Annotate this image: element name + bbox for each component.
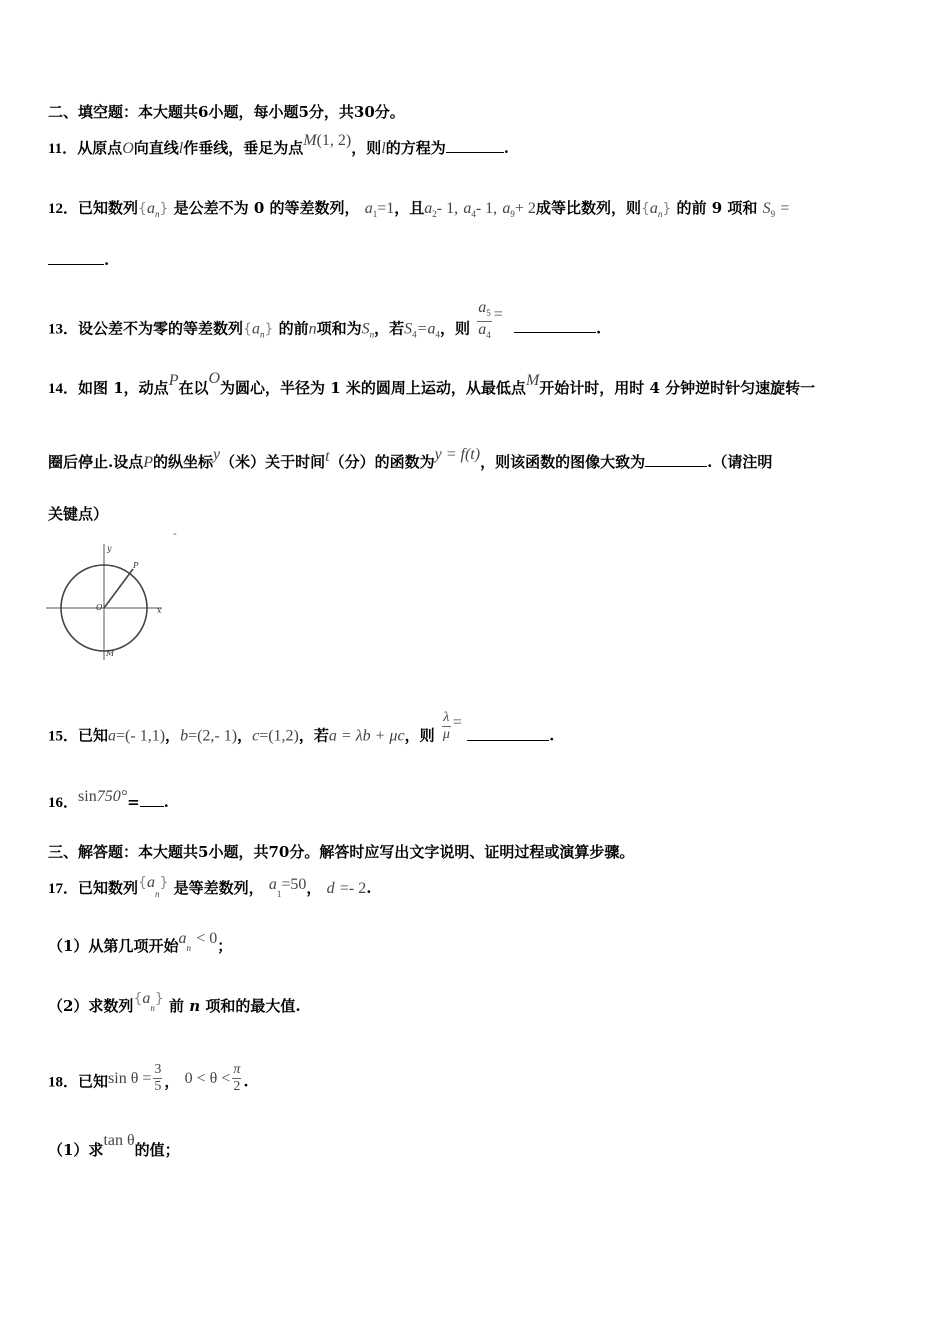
text: （2）求数列 [48,997,134,1015]
left-brace-icon: { [133,991,143,1007]
math-expression: (t) [464,446,481,463]
math-subscript: n [369,329,375,340]
fraction-3-5 [153,1062,162,1095]
math-subscript: 9 [510,209,515,219]
text: . [503,139,509,157]
question-12-answer-line [48,250,109,270]
text: ； [217,937,233,955]
radius-op [104,569,133,608]
math-number: 3 [154,1062,162,1077]
question-11 [48,132,509,159]
math-symbol: S [361,320,370,338]
question-number: 13． [48,321,79,338]
math-symbol: a [424,200,433,217]
math-expression: a = λb + μc [328,727,405,745]
text: ，则 [351,139,382,157]
text: 圈后停止.设点 [48,453,144,471]
text: . [595,319,602,338]
math-subscript: n [657,209,663,219]
math-expression: 0 < θ < [184,1069,231,1087]
right-brace-icon: } [159,875,169,891]
left-brace-icon: { [640,201,650,217]
math-symbol: O [122,140,134,157]
math-subscript: 4 [486,329,491,340]
math-expression: =- 2 [339,880,367,897]
math-symbol: S [762,200,771,217]
math-expression: (1, 2) [316,132,352,149]
text: 的纵坐标 [153,453,214,471]
text: 开始计时，用时 4 分钟逆时针匀速旋转一 [539,379,816,397]
math-symbol: n [189,997,201,1015]
math-expression: < 0 [196,930,218,947]
right-brace-icon: } [264,321,274,338]
math-symbol: c [252,727,260,745]
question-12 [48,198,789,224]
math-expression: - 1, [436,200,459,217]
math-symbol: l [178,140,184,157]
math-symbol: a [108,727,117,745]
math-subscript: n [154,209,160,219]
right-brace-icon: } [154,991,164,1007]
math-symbol: a [146,200,155,217]
math-subscript: 1 [276,889,282,899]
text: 从原点 [77,139,123,157]
label-p: P [133,561,139,570]
text: . [366,879,372,897]
text: ， [164,1072,180,1091]
text: . [104,251,110,269]
math-symbol: d [326,880,335,897]
math-number: 2 [233,1079,241,1094]
question-number: 11． [48,141,78,157]
text: 是等差数列， [173,879,264,897]
math-symbol: O [208,370,221,387]
math-expression: =50 [281,876,307,893]
text: 是公差不为 0 的等差数列， [173,199,360,217]
right-brace-icon: } [662,201,672,217]
text: （分）的函数为 [329,453,435,471]
label-x: x [157,606,162,615]
answer-blank [467,726,549,741]
math-expression: =(1,2) [259,727,299,745]
text: ，则 [439,319,470,338]
label-m: M [106,649,115,658]
question-15: 15．已知a=(- 1,1)，b=(2,- 1)，c=(1,2)，若a = λb + μc，则 $\frac{\lambda}{\mu}$ = . [48,710,555,745]
text: ，若 [298,726,329,745]
question-number: 17． [48,881,79,897]
math-symbol: a [364,200,373,217]
math-symbol: μ [442,727,450,742]
question-18 [48,1062,249,1099]
text: 已知 [78,1072,109,1091]
stray-dash: - [173,527,177,540]
math-symbol: λ [443,710,450,725]
math-symbol: a [649,200,658,217]
unit-circle-figure [44,540,174,662]
text: 如图 1，动点 [78,379,169,397]
text: （1）求 [48,1141,104,1159]
question-17: 17．已知数列$\{a_n\}$ 是等差数列， $a_1=50$， d =- 2. [48,874,372,899]
text: 已知 [78,726,109,745]
fraction-pi-2 [232,1062,241,1095]
text: . [163,793,169,811]
math-subscript: 1 [372,209,378,219]
math-expression: =a [416,320,436,338]
left-brace-icon: { [243,321,252,338]
math-symbol: P [143,454,154,471]
text: 的前 [278,319,309,338]
question-14 [48,370,816,399]
fraction-a5-a4 [477,300,492,343]
math-subscript: n [186,943,191,953]
math-expression: =(2,- 1) [188,727,238,745]
math-symbol: π [233,1062,241,1077]
text: 已知数列 [78,879,139,897]
label-y: y [107,544,112,553]
text: 向直线 [133,139,179,157]
text: 成等比数列，则 [535,199,641,217]
question-17-part-2 [48,990,301,1022]
math-symbol: a [251,320,260,338]
math-subscript: 4 [435,329,440,340]
math-symbol: S [404,320,413,338]
math-symbol: a [142,990,151,1007]
math-symbol: a [502,200,511,217]
math-symbol: y [213,446,221,463]
answer-blank [446,138,504,153]
question-18-part-1 [48,1132,180,1161]
math-expression: tan θ [103,1132,135,1149]
math-expression: - 1, [475,200,498,217]
math-expression: =1 [377,200,395,217]
question-number: 14． [48,381,79,397]
text: ，则 [404,726,435,745]
text: 的方程为 [385,139,446,157]
math-subscript: 9 [770,209,776,219]
question-number: 18． [48,1074,79,1091]
answer-blank [514,318,596,333]
text: 项和的最大值. [205,997,301,1015]
text: 设公差不为零的等差数列 [78,319,244,338]
math-subscript: 4 [412,329,417,340]
math-expression: 750° [96,788,128,805]
math-subscript: 2 [432,209,437,219]
text: 项和为 [316,319,362,338]
math-symbol: n [308,320,317,338]
math-symbol: t [325,448,330,465]
text: . [243,1072,249,1091]
math-symbol: M [525,372,540,389]
label-o: O [96,603,103,612]
math-symbol: M [303,132,317,149]
math-expression: = [452,713,462,731]
math-expression: + 2 [514,200,536,217]
text: . [549,726,555,745]
text: ，若 [374,319,405,338]
math-expression: y = f [434,446,465,463]
text: = [127,793,140,811]
math-symbol: a [463,200,472,217]
math-number: 5 [154,1079,162,1094]
text: 为圆心，半径为 1 米的圆周上运动，从最低点 [220,379,526,397]
text: ，则该函数的图像大致为 [480,453,646,471]
math-expression: = [780,200,790,217]
text: ，且 [394,199,425,217]
question-number: 15． [48,728,79,745]
question-16 [48,788,169,813]
math-subscript: n [154,889,160,899]
math-symbol: P [168,372,179,389]
math-symbol: a [178,930,187,947]
math-expression: sin [78,788,97,805]
question-13 [48,299,602,351]
question-17-part-1 [48,930,233,962]
text: 在以 [178,379,209,397]
math-expression: =(- 1,1) [116,727,166,745]
answer-blank [48,250,104,265]
text: （1）从第几项开始 [48,937,179,955]
math-expression: = [493,306,503,324]
math-subscript: n [150,1003,155,1013]
math-symbol: a [146,874,155,891]
math-expression: sin θ = [108,1069,152,1087]
text: （米）关于时间 [220,453,326,471]
math-symbol: a [478,320,487,338]
question-number: 12． [48,201,79,217]
math-subscript: n [259,329,265,340]
question-14-line-3: 关键点） [48,505,109,523]
left-brace-icon: { [138,875,147,891]
math-symbol: l [381,140,386,157]
question-14-line-2 [48,446,773,473]
answer-blank [645,452,707,467]
text: 的值； [134,1141,180,1159]
left-brace-icon: { [138,201,147,217]
math-subscript: 5 [486,307,491,318]
math-symbol: b [180,727,189,745]
text: .（请注明 [707,453,773,471]
math-subscript: 4 [471,209,476,219]
right-brace-icon: } [159,201,169,217]
text: 的前 9 项和 [676,199,758,217]
section-2-header: 二、填空题：本大题共6小题，每小题5分，共30分。 [48,103,405,121]
math-symbol: a [268,876,277,893]
fraction-lambda-mu [442,710,451,743]
text: 前 [169,997,185,1015]
answer-blank [140,792,164,807]
text: 作垂线，垂足为点 [183,139,304,157]
text: 已知数列 [78,199,139,217]
section-3-header: 三、解答题：本大题共5小题，共70分。解答时应写出文字说明、证明过程或演算步骤。 [48,843,635,861]
question-number: 16． [48,795,79,811]
math-symbol: a [478,299,487,316]
